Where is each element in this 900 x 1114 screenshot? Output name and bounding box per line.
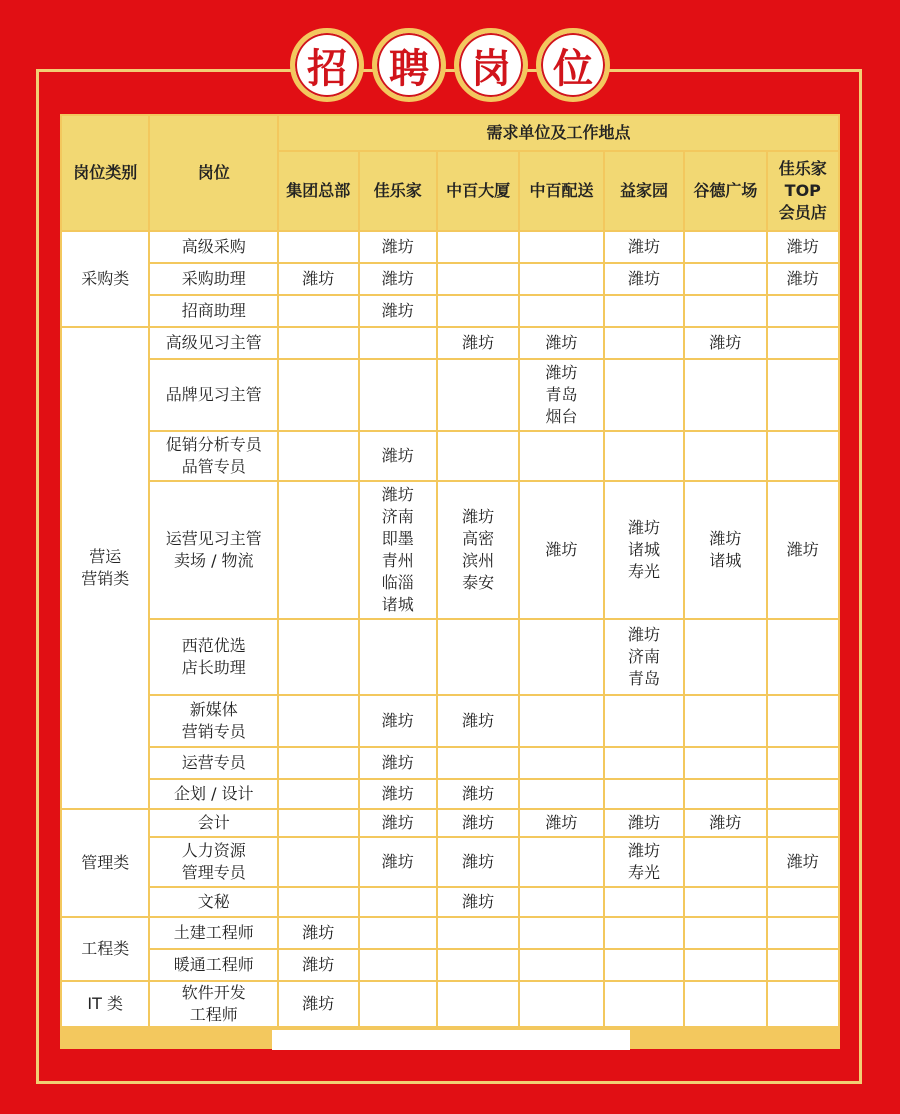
recruitment-table-card [60, 114, 840, 1049]
position-cell: 品牌见习主管 [150, 360, 277, 430]
location-cell [438, 620, 518, 694]
location-cell: 潍坊 [685, 328, 765, 358]
position-cell: 土建工程师 [150, 918, 277, 948]
location-cell [520, 748, 602, 778]
table-row [62, 232, 838, 262]
location-cell [605, 950, 683, 980]
location-cell [279, 696, 357, 746]
location-cell [438, 264, 518, 294]
location-cell [279, 838, 357, 886]
location-cell: 潍坊 [438, 810, 518, 836]
location-cell [685, 838, 765, 886]
location-cell [360, 888, 436, 916]
location-cell [768, 296, 838, 326]
location-cell: 潍坊 [768, 264, 838, 294]
table-row [62, 838, 838, 886]
location-cell [685, 950, 765, 980]
location-cell [768, 982, 838, 1026]
table-bottom-strip [272, 1030, 630, 1050]
location-cell: 潍坊 [768, 232, 838, 262]
location-cell [279, 888, 357, 916]
location-cell [605, 982, 683, 1026]
location-cell [279, 780, 357, 808]
location-cell: 潍坊 [605, 810, 683, 836]
location-cell: 潍坊 [279, 918, 357, 948]
location-cell [605, 748, 683, 778]
table-row [62, 328, 838, 358]
location-cell: 潍坊 [605, 264, 683, 294]
position-cell: 新媒体 营销专员 [150, 696, 277, 746]
location-cell [768, 780, 838, 808]
title-char: 位 [536, 28, 610, 102]
location-cell [360, 950, 436, 980]
table-row [62, 296, 838, 326]
position-cell: 运营专员 [150, 748, 277, 778]
header-unit: 集团总部 [279, 152, 357, 230]
header-unit: 益家园 [605, 152, 683, 230]
table-row [62, 888, 838, 916]
location-cell [768, 620, 838, 694]
position-cell: 高级见习主管 [150, 328, 277, 358]
location-cell [685, 432, 765, 480]
table-row [62, 482, 838, 618]
location-cell: 潍坊 [279, 264, 357, 294]
location-cell [520, 918, 602, 948]
location-cell [279, 360, 357, 430]
table-row [62, 780, 838, 808]
table-row [62, 264, 838, 294]
location-cell [768, 918, 838, 948]
location-cell [605, 888, 683, 916]
location-cell: 潍坊 [438, 328, 518, 358]
location-cell [685, 888, 765, 916]
position-cell: 招商助理 [150, 296, 277, 326]
location-cell [279, 620, 357, 694]
location-cell [520, 982, 602, 1026]
position-cell: 采购助理 [150, 264, 277, 294]
header-unit: 谷德广场 [685, 152, 765, 230]
location-cell [360, 620, 436, 694]
location-cell [438, 360, 518, 430]
location-cell [279, 328, 357, 358]
location-cell: 潍坊 [438, 696, 518, 746]
header-category: 岗位类别 [62, 116, 148, 230]
location-cell [360, 918, 436, 948]
location-cell [768, 888, 838, 916]
location-cell [520, 264, 602, 294]
location-cell [768, 950, 838, 980]
location-cell [685, 696, 765, 746]
location-cell: 潍坊 [768, 482, 838, 618]
location-cell [605, 918, 683, 948]
location-cell: 潍坊 [685, 810, 765, 836]
location-cell [685, 360, 765, 430]
location-cell [605, 780, 683, 808]
location-cell [605, 296, 683, 326]
location-cell: 潍坊 [520, 482, 602, 618]
location-cell [605, 696, 683, 746]
location-cell [360, 328, 436, 358]
location-cell [438, 232, 518, 262]
location-cell: 潍坊 诸城 [685, 482, 765, 618]
location-cell [279, 432, 357, 480]
position-cell: 会计 [150, 810, 277, 836]
position-cell: 暖通工程师 [150, 950, 277, 980]
header-position: 岗位 [150, 116, 277, 230]
header-unit: 中百配送 [520, 152, 602, 230]
location-cell: 潍坊 济南 即墨 青州 临淄 诸城 [360, 482, 436, 618]
location-cell [520, 888, 602, 916]
position-cell: 高级采购 [150, 232, 277, 262]
location-cell [605, 328, 683, 358]
header-unit-group: 需求单位及工作地点 [279, 116, 838, 150]
position-cell: 促销分析专员 品管专员 [150, 432, 277, 480]
location-cell [605, 432, 683, 480]
location-cell: 潍坊 [768, 838, 838, 886]
table-row [62, 950, 838, 980]
category-cell: 工程类 [62, 918, 148, 980]
location-cell: 潍坊 青岛 烟台 [520, 360, 602, 430]
location-cell: 潍坊 [360, 780, 436, 808]
position-cell: 西范优选 店长助理 [150, 620, 277, 694]
location-cell [685, 296, 765, 326]
location-cell: 潍坊 [360, 696, 436, 746]
location-cell: 潍坊 [438, 780, 518, 808]
location-cell [768, 432, 838, 480]
table-row [62, 810, 838, 836]
location-cell [768, 328, 838, 358]
location-cell: 潍坊 [360, 264, 436, 294]
category-cell: IT 类 [62, 982, 148, 1026]
location-cell [520, 950, 602, 980]
header-unit: 佳乐家 TOP 会员店 [768, 152, 838, 230]
category-cell: 营运 营销类 [62, 328, 148, 808]
location-cell: 潍坊 高密 滨州 泰安 [438, 482, 518, 618]
table-row [62, 696, 838, 746]
table-row [62, 918, 838, 948]
position-cell: 企划 / 设计 [150, 780, 277, 808]
location-cell [768, 360, 838, 430]
position-cell: 文秘 [150, 888, 277, 916]
location-cell [768, 696, 838, 746]
location-cell: 潍坊 济南 青岛 [605, 620, 683, 694]
location-cell: 潍坊 [438, 838, 518, 886]
location-cell [685, 780, 765, 808]
location-cell [520, 780, 602, 808]
category-cell: 采购类 [62, 232, 148, 326]
location-cell [438, 296, 518, 326]
header-unit: 中百大厦 [438, 152, 518, 230]
table-row [62, 360, 838, 430]
position-cell: 软件开发 工程师 [150, 982, 277, 1026]
location-cell [520, 432, 602, 480]
table-row [62, 432, 838, 480]
location-cell: 潍坊 [279, 950, 357, 980]
location-cell [438, 748, 518, 778]
table-row [62, 620, 838, 694]
location-cell [685, 264, 765, 294]
location-cell [279, 232, 357, 262]
title-char: 聘 [372, 28, 446, 102]
location-cell [360, 360, 436, 430]
location-cell [520, 620, 602, 694]
location-cell: 潍坊 [520, 328, 602, 358]
location-cell: 潍坊 [360, 232, 436, 262]
location-cell [520, 696, 602, 746]
position-cell: 人力资源 管理专员 [150, 838, 277, 886]
table-row [62, 748, 838, 778]
location-cell: 潍坊 [438, 888, 518, 916]
location-cell [685, 232, 765, 262]
location-cell: 潍坊 [279, 982, 357, 1026]
page-title [0, 28, 900, 108]
location-cell [360, 982, 436, 1026]
location-cell [685, 620, 765, 694]
location-cell: 潍坊 [360, 838, 436, 886]
location-cell: 潍坊 [360, 432, 436, 480]
location-cell [768, 810, 838, 836]
location-cell [520, 296, 602, 326]
location-cell [438, 432, 518, 480]
location-cell [279, 810, 357, 836]
location-cell: 潍坊 寿光 [605, 838, 683, 886]
recruitment-table [60, 114, 840, 1028]
table-row [62, 982, 838, 1026]
location-cell [438, 918, 518, 948]
location-cell [768, 748, 838, 778]
location-cell [685, 982, 765, 1026]
title-char: 岗 [454, 28, 528, 102]
location-cell [605, 360, 683, 430]
location-cell [685, 748, 765, 778]
title-char: 招 [290, 28, 364, 102]
location-cell: 潍坊 [360, 748, 436, 778]
category-cell: 管理类 [62, 810, 148, 916]
location-cell [520, 838, 602, 886]
location-cell: 潍坊 诸城 寿光 [605, 482, 683, 618]
location-cell: 潍坊 [360, 810, 436, 836]
location-cell [520, 232, 602, 262]
location-cell [685, 918, 765, 948]
location-cell [438, 982, 518, 1026]
location-cell [279, 748, 357, 778]
header-unit: 佳乐家 [360, 152, 436, 230]
location-cell: 潍坊 [360, 296, 436, 326]
location-cell [279, 482, 357, 618]
location-cell [438, 950, 518, 980]
location-cell: 潍坊 [520, 810, 602, 836]
position-cell: 运营见习主管 卖场 / 物流 [150, 482, 277, 618]
location-cell [279, 296, 357, 326]
location-cell: 潍坊 [605, 232, 683, 262]
